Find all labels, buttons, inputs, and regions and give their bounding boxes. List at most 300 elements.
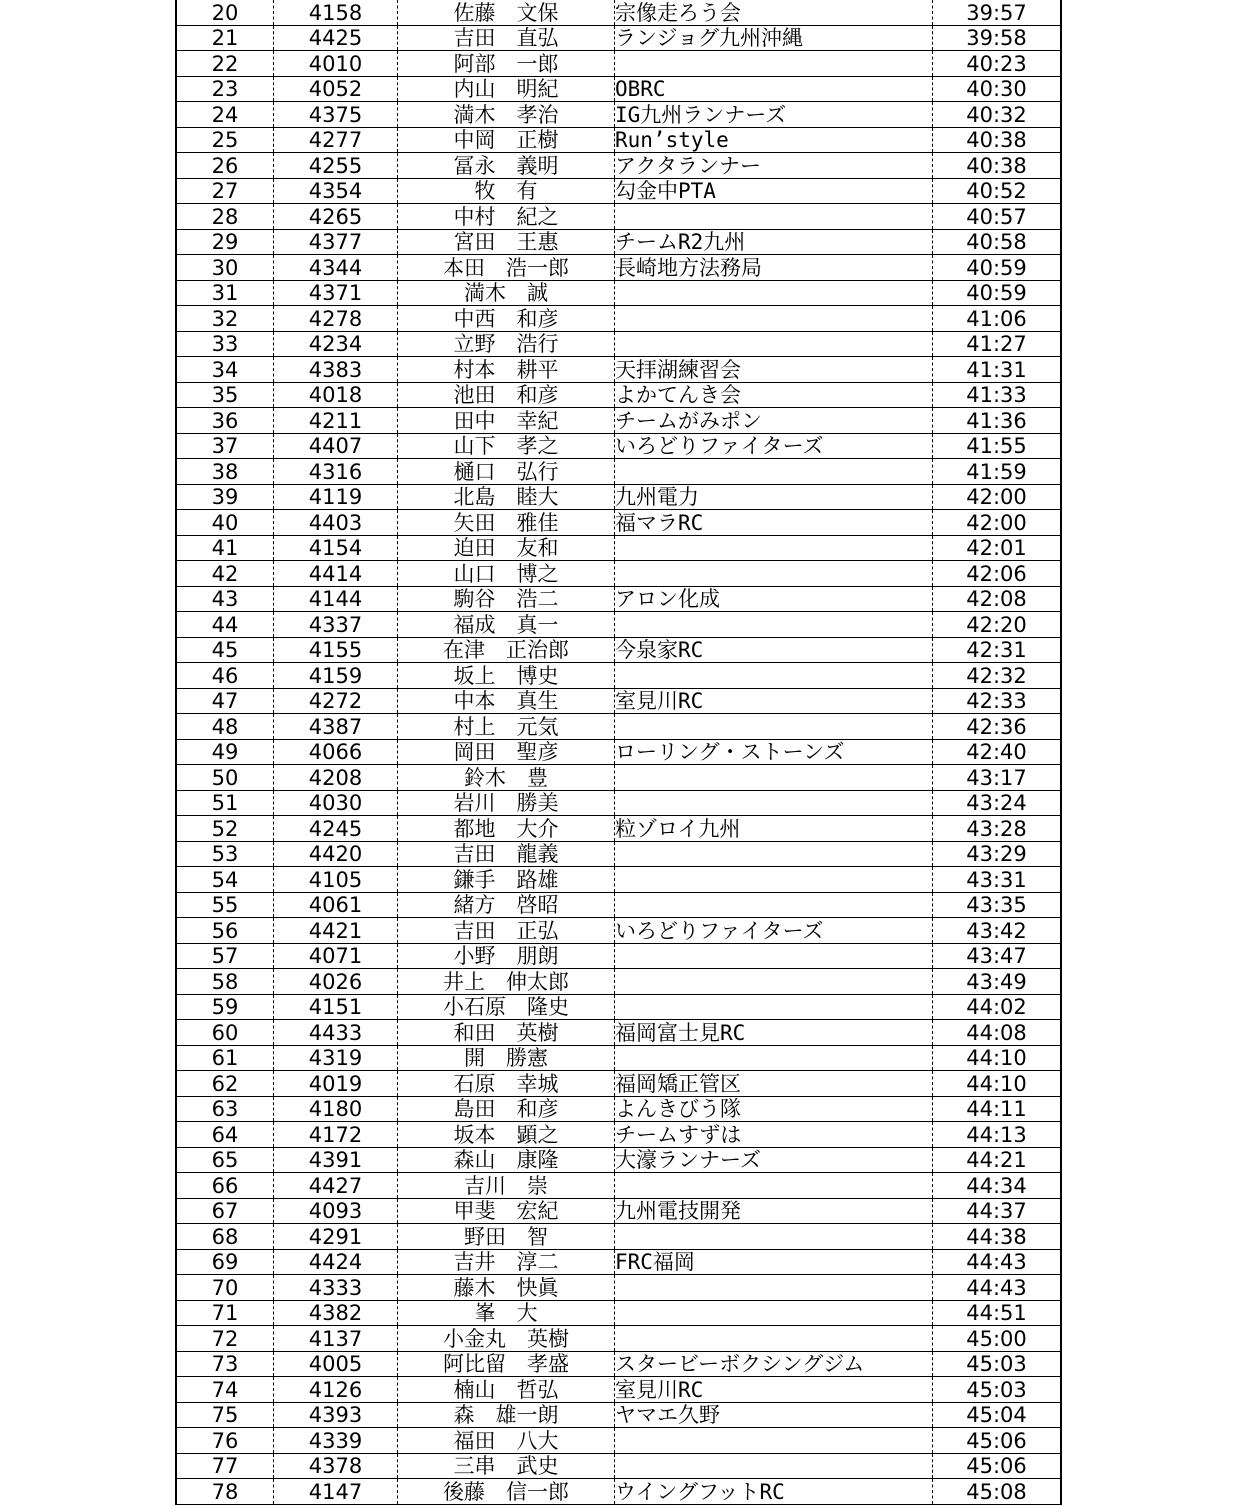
finish-time-cell: 41:33 <box>933 382 1062 408</box>
team-name-cell <box>615 867 933 893</box>
finish-time-cell: 41:27 <box>933 331 1062 357</box>
bib-number-cell: 4255 <box>274 153 398 179</box>
table-row <box>176 510 1061 536</box>
bib-number-cell: 4421 <box>274 918 398 944</box>
team-name-cell <box>615 663 933 689</box>
rank-cell: 63 <box>176 1096 274 1122</box>
team-name-cell: チームR2九州 <box>615 229 933 255</box>
finish-time-cell: 42:20 <box>933 612 1062 638</box>
team-name-cell <box>615 612 933 638</box>
runner-name-cell: 池田 和彦 <box>398 382 615 408</box>
finish-time-cell: 40:59 <box>933 280 1062 306</box>
finish-time-cell: 42:01 <box>933 535 1062 561</box>
finish-time-cell: 41:06 <box>933 306 1062 332</box>
runner-name-cell: 満木 孝治 <box>398 102 615 128</box>
runner-name-cell: 中本 真生 <box>398 688 615 714</box>
team-name-cell: よかてんき会 <box>615 382 933 408</box>
table-row <box>176 408 1061 434</box>
bib-number-cell: 4344 <box>274 255 398 281</box>
rank-cell: 68 <box>176 1224 274 1250</box>
runner-name-cell: 山口 博之 <box>398 561 615 587</box>
rank-cell: 66 <box>176 1173 274 1199</box>
team-name-cell: 大濠ランナーズ <box>615 1147 933 1173</box>
runner-name-cell: 阿比留 孝盛 <box>398 1351 615 1377</box>
finish-time-cell: 44:43 <box>933 1249 1062 1275</box>
team-name-cell: FRC福岡 <box>615 1249 933 1275</box>
rank-cell: 41 <box>176 535 274 561</box>
table-row <box>176 1326 1061 1352</box>
runner-name-cell: 野田 智 <box>398 1224 615 1250</box>
bib-number-cell: 4414 <box>274 561 398 587</box>
table-row <box>176 1198 1061 1224</box>
finish-time-cell: 42:31 <box>933 637 1062 663</box>
rank-cell: 23 <box>176 76 274 102</box>
team-name-cell: OBRC <box>615 76 933 102</box>
team-name-cell <box>615 1224 933 1250</box>
table-row <box>176 459 1061 485</box>
finish-time-cell: 45:03 <box>933 1351 1062 1377</box>
team-name-cell <box>615 561 933 587</box>
bib-number-cell: 4030 <box>274 790 398 816</box>
finish-time-cell: 42:32 <box>933 663 1062 689</box>
finish-time-cell: 42:06 <box>933 561 1062 587</box>
finish-time-cell: 40:38 <box>933 127 1062 153</box>
runner-name-cell: 井上 伸太郎 <box>398 969 615 995</box>
bib-number-cell: 4391 <box>274 1147 398 1173</box>
runner-name-cell: 島田 和彦 <box>398 1096 615 1122</box>
runner-name-cell: 迫田 友和 <box>398 535 615 561</box>
team-name-cell <box>615 1045 933 1071</box>
rank-cell: 37 <box>176 433 274 459</box>
bib-number-cell: 4354 <box>274 178 398 204</box>
runner-name-cell: 小石原 隆史 <box>398 994 615 1020</box>
bib-number-cell: 4119 <box>274 484 398 510</box>
bib-number-cell: 4010 <box>274 51 398 77</box>
finish-time-cell: 41:55 <box>933 433 1062 459</box>
rank-cell: 30 <box>176 255 274 281</box>
table-row <box>176 153 1061 179</box>
runner-name-cell: 矢田 雅佳 <box>398 510 615 536</box>
rank-cell: 28 <box>176 204 274 230</box>
finish-time-cell: 44:02 <box>933 994 1062 1020</box>
runner-name-cell: 田中 幸紀 <box>398 408 615 434</box>
runner-name-cell: 立野 浩行 <box>398 331 615 357</box>
runner-name-cell: 三串 武史 <box>398 1453 615 1479</box>
finish-time-cell: 43:47 <box>933 943 1062 969</box>
rank-cell: 58 <box>176 969 274 995</box>
table-row <box>176 204 1061 230</box>
bib-number-cell: 4144 <box>274 586 398 612</box>
bib-number-cell: 4019 <box>274 1071 398 1097</box>
table-row <box>176 1275 1061 1301</box>
bib-number-cell: 4319 <box>274 1045 398 1071</box>
bib-number-cell: 4272 <box>274 688 398 714</box>
runner-name-cell: 中岡 正樹 <box>398 127 615 153</box>
finish-time-cell: 40:57 <box>933 204 1062 230</box>
team-name-cell: 福岡矯正管区 <box>615 1071 933 1097</box>
team-name-cell: いろどりファイターズ <box>615 433 933 459</box>
finish-time-cell: 39:58 <box>933 25 1062 51</box>
rank-cell: 49 <box>176 739 274 765</box>
runner-name-cell: 小野 朋朗 <box>398 943 615 969</box>
team-name-cell <box>615 765 933 791</box>
table-row <box>176 1351 1061 1377</box>
rank-cell: 40 <box>176 510 274 536</box>
runner-name-cell: 福成 真一 <box>398 612 615 638</box>
team-name-cell: よんきびう隊 <box>615 1096 933 1122</box>
runner-name-cell: 吉井 淳二 <box>398 1249 615 1275</box>
table-row <box>176 841 1061 867</box>
team-name-cell: ランジョグ九州沖縄 <box>615 25 933 51</box>
runner-name-cell: 吉田 龍義 <box>398 841 615 867</box>
bib-number-cell: 4424 <box>274 1249 398 1275</box>
bib-number-cell: 4278 <box>274 306 398 332</box>
finish-time-cell: 45:08 <box>933 1479 1062 1505</box>
team-name-cell <box>615 459 933 485</box>
bib-number-cell: 4378 <box>274 1453 398 1479</box>
bib-number-cell: 4371 <box>274 280 398 306</box>
bib-number-cell: 4403 <box>274 510 398 536</box>
runner-name-cell: 山下 孝之 <box>398 433 615 459</box>
finish-time-cell: 43:49 <box>933 969 1062 995</box>
team-name-cell <box>615 714 933 740</box>
rank-cell: 71 <box>176 1300 274 1326</box>
team-name-cell: 福マラRC <box>615 510 933 536</box>
runner-name-cell: 佐藤 文保 <box>398 0 615 25</box>
runner-name-cell: 小金丸 英樹 <box>398 1326 615 1352</box>
table-row <box>176 1300 1061 1326</box>
team-name-cell <box>615 790 933 816</box>
finish-time-cell: 44:10 <box>933 1071 1062 1097</box>
bib-number-cell: 4211 <box>274 408 398 434</box>
runner-name-cell: 在津 正治郎 <box>398 637 615 663</box>
runner-name-cell: 楠山 哲弘 <box>398 1377 615 1403</box>
runner-name-cell: 中村 紀之 <box>398 204 615 230</box>
table-row <box>176 433 1061 459</box>
team-name-cell <box>615 1453 933 1479</box>
finish-time-cell: 43:29 <box>933 841 1062 867</box>
finish-time-cell: 44:10 <box>933 1045 1062 1071</box>
bib-number-cell: 4066 <box>274 739 398 765</box>
rank-cell: 74 <box>176 1377 274 1403</box>
results-table <box>175 0 1062 1505</box>
table-row <box>176 943 1061 969</box>
rank-cell: 78 <box>176 1479 274 1505</box>
finish-time-cell: 43:24 <box>933 790 1062 816</box>
finish-time-cell: 42:33 <box>933 688 1062 714</box>
finish-time-cell: 43:28 <box>933 816 1062 842</box>
bib-number-cell: 4333 <box>274 1275 398 1301</box>
team-name-cell <box>615 994 933 1020</box>
team-name-cell <box>615 280 933 306</box>
bib-number-cell: 4393 <box>274 1402 398 1428</box>
rank-cell: 22 <box>176 51 274 77</box>
team-name-cell: アロン化成 <box>615 586 933 612</box>
rank-cell: 76 <box>176 1428 274 1454</box>
table-row <box>176 306 1061 332</box>
bib-number-cell: 4291 <box>274 1224 398 1250</box>
rank-cell: 25 <box>176 127 274 153</box>
team-name-cell <box>615 1275 933 1301</box>
team-name-cell: 九州電技開発 <box>615 1198 933 1224</box>
bib-number-cell: 4234 <box>274 331 398 357</box>
bib-number-cell: 4208 <box>274 765 398 791</box>
runner-name-cell: 吉川 崇 <box>398 1173 615 1199</box>
rank-cell: 32 <box>176 306 274 332</box>
bib-number-cell: 4245 <box>274 816 398 842</box>
rank-cell: 47 <box>176 688 274 714</box>
team-name-cell: スタービーボクシングジム <box>615 1351 933 1377</box>
table-row <box>176 1402 1061 1428</box>
runner-name-cell: 森 雄一朗 <box>398 1402 615 1428</box>
runner-name-cell: 岡田 聖彦 <box>398 739 615 765</box>
bib-number-cell: 4126 <box>274 1377 398 1403</box>
table-row <box>176 178 1061 204</box>
bib-number-cell: 4180 <box>274 1096 398 1122</box>
bib-number-cell: 4420 <box>274 841 398 867</box>
table-row <box>176 816 1061 842</box>
runner-name-cell: 和田 英樹 <box>398 1020 615 1046</box>
finish-time-cell: 41:31 <box>933 357 1062 383</box>
bib-number-cell: 4155 <box>274 637 398 663</box>
runner-name-cell: 牧 有 <box>398 178 615 204</box>
team-name-cell: 九州電力 <box>615 484 933 510</box>
finish-time-cell: 40:58 <box>933 229 1062 255</box>
bib-number-cell: 4316 <box>274 459 398 485</box>
bib-number-cell: 4137 <box>274 1326 398 1352</box>
table-row <box>176 918 1061 944</box>
finish-time-cell: 44:37 <box>933 1198 1062 1224</box>
table-row <box>176 1147 1061 1173</box>
bib-number-cell: 4018 <box>274 382 398 408</box>
finish-time-cell: 45:03 <box>933 1377 1062 1403</box>
runner-name-cell: 甲斐 宏紀 <box>398 1198 615 1224</box>
rank-cell: 56 <box>176 918 274 944</box>
table-row <box>176 1173 1061 1199</box>
rank-cell: 51 <box>176 790 274 816</box>
rank-cell: 43 <box>176 586 274 612</box>
finish-time-cell: 44:43 <box>933 1275 1062 1301</box>
runner-name-cell: 森山 康隆 <box>398 1147 615 1173</box>
team-name-cell <box>615 841 933 867</box>
finish-time-cell: 45:04 <box>933 1402 1062 1428</box>
team-name-cell: 勾金中PTA <box>615 178 933 204</box>
finish-time-cell: 42:36 <box>933 714 1062 740</box>
table-row <box>176 382 1061 408</box>
table-row <box>176 612 1061 638</box>
rank-cell: 34 <box>176 357 274 383</box>
bib-number-cell: 4377 <box>274 229 398 255</box>
rank-cell: 53 <box>176 841 274 867</box>
runner-name-cell: 岩川 勝美 <box>398 790 615 816</box>
table-row <box>176 1377 1061 1403</box>
bib-number-cell: 4172 <box>274 1122 398 1148</box>
runner-name-cell: 駒谷 浩二 <box>398 586 615 612</box>
team-name-cell <box>615 204 933 230</box>
team-name-cell <box>615 331 933 357</box>
team-name-cell: アクタランナー <box>615 153 933 179</box>
rank-cell: 50 <box>176 765 274 791</box>
finish-time-cell: 43:35 <box>933 892 1062 918</box>
bib-number-cell: 4005 <box>274 1351 398 1377</box>
finish-time-cell: 44:34 <box>933 1173 1062 1199</box>
runner-name-cell: 後藤 信一郎 <box>398 1479 615 1505</box>
finish-time-cell: 41:59 <box>933 459 1062 485</box>
table-row <box>176 127 1061 153</box>
table-row <box>176 331 1061 357</box>
table-row <box>176 688 1061 714</box>
team-name-cell: 粒ゾロイ九州 <box>615 816 933 842</box>
bib-number-cell: 4277 <box>274 127 398 153</box>
results-sheet <box>175 0 1058 1506</box>
team-name-cell: チームすずは <box>615 1122 933 1148</box>
finish-time-cell: 45:06 <box>933 1453 1062 1479</box>
rank-cell: 60 <box>176 1020 274 1046</box>
team-name-cell <box>615 1326 933 1352</box>
runner-name-cell: 峯 大 <box>398 1300 615 1326</box>
table-row <box>176 1428 1061 1454</box>
bib-number-cell: 4407 <box>274 433 398 459</box>
table-row <box>176 892 1061 918</box>
rank-cell: 77 <box>176 1453 274 1479</box>
bib-number-cell: 4387 <box>274 714 398 740</box>
team-name-cell: 天拝湖練習会 <box>615 357 933 383</box>
table-row <box>176 663 1061 689</box>
rank-cell: 65 <box>176 1147 274 1173</box>
rank-cell: 75 <box>176 1402 274 1428</box>
team-name-cell <box>615 306 933 332</box>
bib-number-cell: 4375 <box>274 102 398 128</box>
rank-cell: 27 <box>176 178 274 204</box>
runner-name-cell: 満木 誠 <box>398 280 615 306</box>
rank-cell: 33 <box>176 331 274 357</box>
table-row <box>176 102 1061 128</box>
table-row <box>176 1122 1061 1148</box>
bib-number-cell: 4433 <box>274 1020 398 1046</box>
rank-cell: 42 <box>176 561 274 587</box>
team-name-cell <box>615 1173 933 1199</box>
table-row <box>176 765 1061 791</box>
runner-name-cell: 北島 睦大 <box>398 484 615 510</box>
team-name-cell <box>615 892 933 918</box>
runner-name-cell: 吉田 直弘 <box>398 25 615 51</box>
finish-time-cell: 40:23 <box>933 51 1062 77</box>
runner-name-cell: 藤木 快眞 <box>398 1275 615 1301</box>
finish-time-cell: 40:52 <box>933 178 1062 204</box>
team-name-cell: ウイングフットRC <box>615 1479 933 1505</box>
finish-time-cell: 42:08 <box>933 586 1062 612</box>
rank-cell: 39 <box>176 484 274 510</box>
runner-name-cell: 本田 浩一郎 <box>398 255 615 281</box>
team-name-cell <box>615 51 933 77</box>
finish-time-cell: 45:06 <box>933 1428 1062 1454</box>
finish-time-cell: 44:51 <box>933 1300 1062 1326</box>
rank-cell: 55 <box>176 892 274 918</box>
rank-cell: 24 <box>176 102 274 128</box>
table-row <box>176 1096 1061 1122</box>
bib-number-cell: 4382 <box>274 1300 398 1326</box>
rank-cell: 38 <box>176 459 274 485</box>
table-row <box>176 1249 1061 1275</box>
bib-number-cell: 4159 <box>274 663 398 689</box>
runner-name-cell: 緒方 啓昭 <box>398 892 615 918</box>
table-row <box>176 1479 1061 1505</box>
finish-time-cell: 42:00 <box>933 510 1062 536</box>
rank-cell: 29 <box>176 229 274 255</box>
finish-time-cell: 44:11 <box>933 1096 1062 1122</box>
table-row <box>176 255 1061 281</box>
team-name-cell: ヤマエ久野 <box>615 1402 933 1428</box>
table-row <box>176 790 1061 816</box>
finish-time-cell: 42:40 <box>933 739 1062 765</box>
runner-name-cell: 樋口 弘行 <box>398 459 615 485</box>
rank-cell: 48 <box>176 714 274 740</box>
team-name-cell <box>615 943 933 969</box>
rank-cell: 45 <box>176 637 274 663</box>
finish-time-cell: 44:13 <box>933 1122 1062 1148</box>
team-name-cell <box>615 969 933 995</box>
rank-cell: 61 <box>176 1045 274 1071</box>
table-row <box>176 1453 1061 1479</box>
runner-name-cell: 鈴木 豊 <box>398 765 615 791</box>
table-row <box>176 739 1061 765</box>
rank-cell: 62 <box>176 1071 274 1097</box>
rank-cell: 70 <box>176 1275 274 1301</box>
rank-cell: 69 <box>176 1249 274 1275</box>
team-name-cell: ローリング・ストーンズ <box>615 739 933 765</box>
table-row <box>176 357 1061 383</box>
table-row <box>176 561 1061 587</box>
team-name-cell: チームがみポン <box>615 408 933 434</box>
bib-number-cell: 4158 <box>274 0 398 25</box>
team-name-cell <box>615 1300 933 1326</box>
bib-number-cell: 4265 <box>274 204 398 230</box>
table-row <box>176 1224 1061 1250</box>
table-row <box>176 1045 1061 1071</box>
table-row <box>176 535 1061 561</box>
table-row <box>176 969 1061 995</box>
bib-number-cell: 4337 <box>274 612 398 638</box>
bib-number-cell: 4427 <box>274 1173 398 1199</box>
finish-time-cell: 44:21 <box>933 1147 1062 1173</box>
team-name-cell: IG九州ランナーズ <box>615 102 933 128</box>
runner-name-cell: 開 勝憲 <box>398 1045 615 1071</box>
rank-cell: 36 <box>176 408 274 434</box>
team-name-cell: 室見川RC <box>615 688 933 714</box>
rank-cell: 21 <box>176 25 274 51</box>
team-name-cell: 今泉家RC <box>615 637 933 663</box>
team-name-cell: Run’style <box>615 127 933 153</box>
rank-cell: 35 <box>176 382 274 408</box>
rank-cell: 64 <box>176 1122 274 1148</box>
runner-name-cell: 坂上 博史 <box>398 663 615 689</box>
table-row <box>176 280 1061 306</box>
finish-time-cell: 39:57 <box>933 0 1062 25</box>
bib-number-cell: 4093 <box>274 1198 398 1224</box>
table-row <box>176 867 1061 893</box>
bib-number-cell: 4061 <box>274 892 398 918</box>
rank-cell: 73 <box>176 1351 274 1377</box>
rank-cell: 67 <box>176 1198 274 1224</box>
finish-time-cell: 43:42 <box>933 918 1062 944</box>
rank-cell: 59 <box>176 994 274 1020</box>
finish-time-cell: 41:36 <box>933 408 1062 434</box>
rank-cell: 46 <box>176 663 274 689</box>
bib-number-cell: 4425 <box>274 25 398 51</box>
finish-time-cell: 44:38 <box>933 1224 1062 1250</box>
finish-time-cell: 43:17 <box>933 765 1062 791</box>
runner-name-cell: 福田 八大 <box>398 1428 615 1454</box>
